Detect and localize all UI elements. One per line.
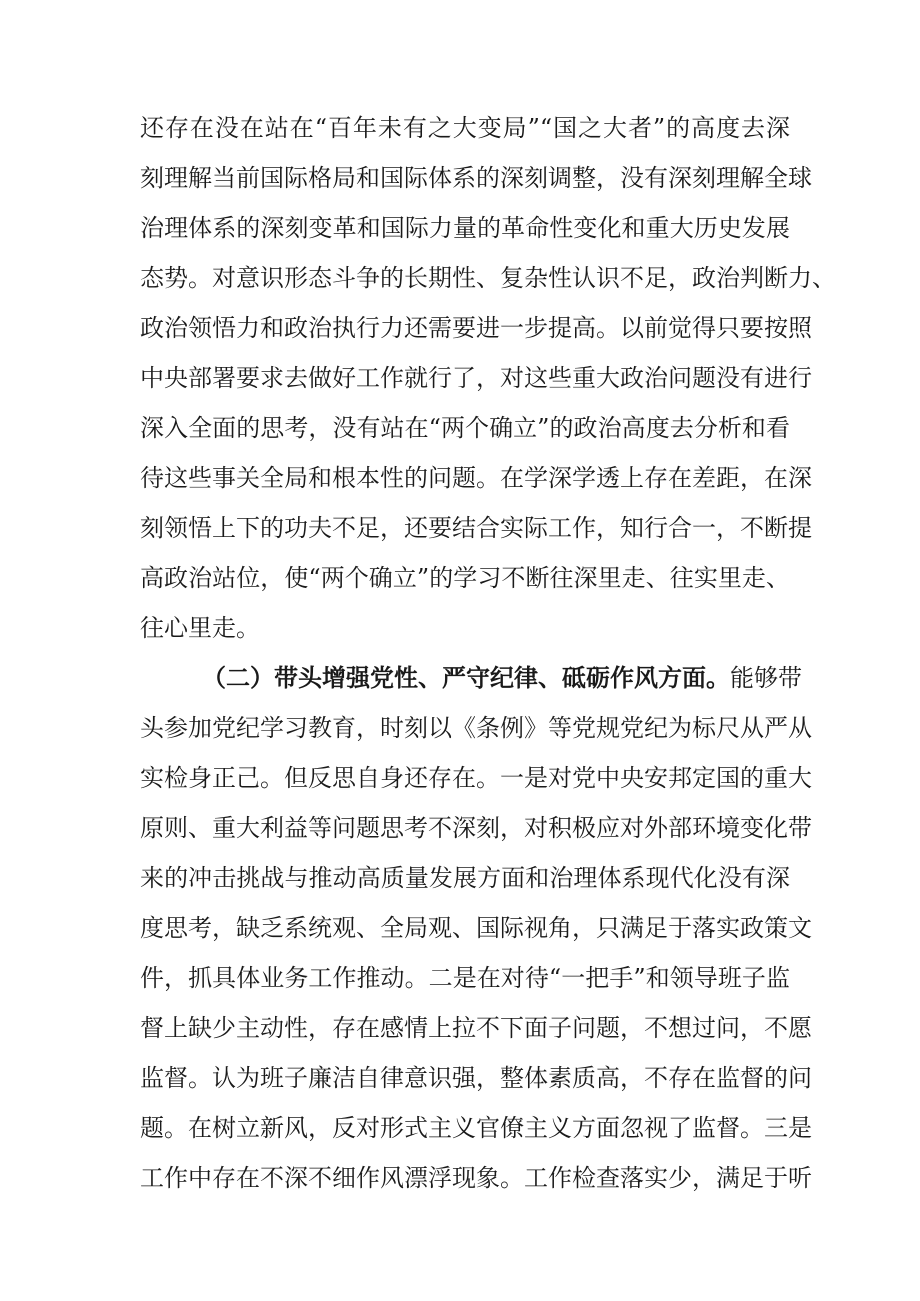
paragraph-line: 刻理解当前国际格局和国际体系的深刻调整，没有深刻理解全球	[140, 164, 812, 192]
paragraph-line: 高政治站位，使“两个确立”的学习不断往深里走、往实里走、	[140, 564, 790, 592]
paragraph-line: 监督。认为班子廉洁自律意识强，整体素质高，不存在监督的问	[140, 1064, 812, 1092]
paragraph-line: 工作中存在不深不细作风漂浮现象。工作检查落实少，满足于听	[140, 1164, 812, 1192]
paragraph-line: 态势。对意识形态斗争的长期性、复杂性认识不足，政治判断力、	[140, 264, 836, 292]
paragraph-line: 督上缺少主动性，存在感情上拉不下面子问题，不想过问，不愿	[140, 1014, 812, 1042]
section-heading-line	[202, 663, 802, 692]
paragraph-line: 中央部署要求去做好工作就行了，对这些重大政治问题没有进行	[140, 364, 812, 392]
paragraph-line: 深入全面的思考，没有站在“两个确立”的政治高度去分析和看	[140, 414, 790, 442]
paragraph-line: 实检身正己。但反思自身还存在。一是对党中央安邦定国的重大	[140, 764, 812, 792]
paragraph-line: 原则、重大利益等问题思考不深刻，对积极应对外部环境变化带	[140, 814, 812, 842]
paragraph-line: 度思考，缺乏系统观、全局观、国际视角，只满足于落实政策文	[140, 914, 812, 942]
paragraph-line: 还存在没在站在“百年未有之大变局”“国之大者”的高度去深	[140, 114, 790, 142]
paragraph-line: 题。在树立新风，反对形式主义官僚主义方面忽视了监督。三是	[140, 1114, 812, 1142]
paragraph-line: 治理体系的深刻变革和国际力量的革命性变化和重大历史发展	[140, 214, 790, 242]
paragraph-line: 政治领悟力和政治执行力还需要进一步提高。以前觉得只要按照	[140, 314, 812, 342]
paragraph-line: 往心里走。	[140, 614, 260, 642]
paragraph-line: 件，抓具体业务工作推动。二是在对待“一把手”和领导班子监	[140, 964, 790, 992]
paragraph-line: 头参加党纪学习教育，时刻以《条例》等党规党纪为标尺从严从	[140, 714, 812, 742]
paragraph-line: 来的冲击挑战与推动高质量发展方面和治理体系现代化没有深	[140, 864, 790, 892]
paragraph-line: 刻领悟上下的功夫不足，还要结合实际工作，知行合一，不断提	[140, 514, 812, 542]
paragraph-line: 待这些事关全局和根本性的问题。在学深学透上存在差距，在深	[140, 464, 812, 492]
heading-line-rest: 能够带	[730, 664, 802, 692]
section-heading: （二）带头增强党性、严守纪律、砥砺作风方面。	[202, 663, 730, 692]
